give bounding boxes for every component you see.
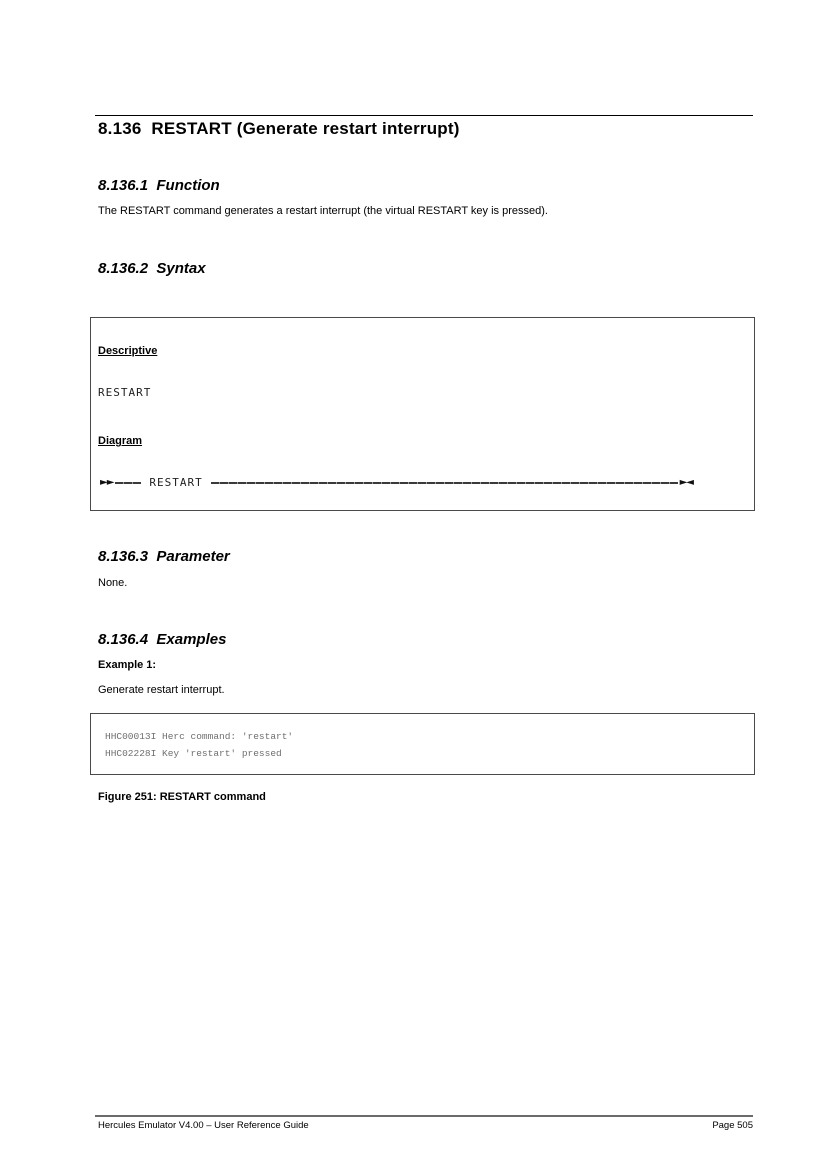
function-body: The RESTART command generates a restart interrupt (the virtual RESTART key is pressed).	[98, 205, 548, 217]
parameter-body: None.	[98, 577, 128, 589]
descriptive-label: Descriptive	[98, 345, 158, 357]
console-line: HHC00013I Herc command: 'restart'	[105, 731, 294, 742]
header-rule	[95, 115, 753, 116]
example-label: Example 1:	[98, 659, 157, 671]
diagram-line-end	[211, 482, 678, 484]
footer-document-title: Hercules Emulator V4.00 – User Reference Guide	[98, 1120, 309, 1131]
section-heading-parameter: 8.136.3 Parameter	[98, 548, 230, 565]
syntax-box	[90, 317, 755, 511]
diagram-start-arrows-icon: ►►	[100, 476, 114, 488]
diagram-label: Diagram	[98, 435, 143, 447]
console-output-box	[90, 713, 755, 775]
diagram-line-start	[115, 482, 141, 484]
footer-page-number: Page 505	[712, 1120, 753, 1131]
syntax-command: RESTART	[98, 386, 152, 399]
figure-caption: Figure 251: RESTART command	[98, 791, 266, 803]
console-line: HHC02228I Key 'restart' pressed	[105, 748, 282, 759]
example-description: Generate restart interrupt.	[98, 684, 225, 696]
section-heading-syntax: 8.136.2 Syntax	[98, 260, 206, 277]
diagram-token: RESTART	[149, 476, 203, 489]
syntax-railroad-diagram	[100, 476, 693, 489]
diagram-end-arrows-icon: ►◄	[679, 476, 693, 488]
section-heading-examples: 8.136.4 Examples	[98, 631, 227, 648]
footer-rule	[95, 1115, 753, 1117]
page-title: 8.136 RESTART (Generate restart interrupt)	[98, 119, 460, 138]
section-heading-function: 8.136.1 Function	[98, 177, 220, 194]
